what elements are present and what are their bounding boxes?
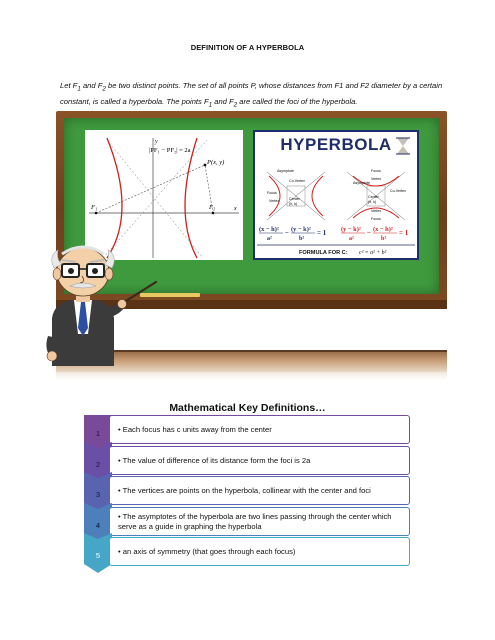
label-co-vertex: Co-Vertex (289, 179, 305, 183)
floor-shade (56, 372, 447, 380)
label-focus-3: Focus (371, 217, 381, 221)
graph-eq-label: |PF₁ − PF₂| = 2a (149, 147, 191, 154)
definition-text-2: • The value of difference of its distance form the foci is 2a (109, 446, 410, 475)
svg-text:= 1: = 1 (399, 229, 409, 237)
section-title: Mathematical Key Definitions… (169, 402, 326, 414)
hyperbola-card-diagram (255, 132, 417, 258)
vertical-equation (341, 226, 409, 242)
label-vertex-2: Vertex (371, 177, 382, 181)
label-focus: Focus (267, 191, 277, 195)
graph-y-axis-label: y (155, 139, 158, 145)
svg-text:(x − h)²: (x − h)² (259, 226, 279, 233)
definition-text-4: • The asymptotes of the hyperbola are two lines passing through the center which serve as a guide in graphing the hyperbola (109, 507, 410, 536)
hourglass-icon (396, 138, 410, 154)
label-hk: (h, k) (289, 202, 298, 206)
graph-f2-label: F₂ (209, 204, 216, 211)
horizontal-equation (259, 226, 327, 242)
svg-text:−: − (367, 229, 371, 237)
label-asymptote-2: Asymptote (353, 181, 370, 185)
svg-text:(y − k)²: (y − k)² (341, 226, 361, 233)
svg-text:(x − h)²: (x − h)² (373, 226, 393, 233)
svg-text:a²: a² (349, 236, 354, 242)
label-focus-2: Focus (371, 169, 381, 173)
label-asymptote: Asymptote (277, 169, 294, 173)
label-center: Center (289, 197, 300, 201)
card-title: HYPERBOLA (280, 135, 392, 154)
professor-illustration (40, 238, 160, 366)
svg-text:(y − k)²: (y − k)² (291, 226, 311, 233)
hyperbola-info-card (253, 130, 419, 260)
label-vertex-3: Vertex (371, 209, 382, 213)
definition-text-1: • Each focus has c units away from the center (109, 415, 410, 444)
svg-text:b²: b² (381, 236, 387, 242)
page-title: DEFINITION OF A HYPERBOLA (190, 43, 305, 52)
formula-label: FORMULA FOR C: (299, 250, 348, 256)
label-co-vertex-2: Co-Vertex (390, 189, 406, 193)
horizontal-hyperbola-diagram (267, 169, 325, 220)
label-vertex: Vertex (269, 199, 280, 203)
svg-text:= 1: = 1 (317, 229, 327, 237)
graph-point-label: P(x, y) (207, 159, 225, 166)
svg-text:−: − (285, 229, 289, 237)
vertical-hyperbola-diagram (347, 169, 406, 221)
label-center-2: Center (368, 195, 379, 199)
graph-x-axis-label: x (234, 206, 237, 212)
formula-text: c² = a² + b² (359, 250, 387, 256)
label-hk-2: (h, k) (368, 200, 377, 204)
definition-text-3: • The vertices are points on the hyperbola, collinear with the center and foci (109, 476, 410, 505)
intro-paragraph: Let $F_1$ and $F_2$ be two distinct points. The set of all points P, whose distances from F1 and F2 diameter by a certain constant, is called a hyperbola. The points $F_1$ and $F_2$ are called the foci of the hyperbola. (60, 81, 443, 109)
svg-text:a²: a² (267, 236, 272, 242)
graph-f1-label: F₁ (91, 204, 98, 211)
svg-text:b²: b² (299, 236, 305, 242)
definition-text-5: • an axis of symmetry (that goes through each focus) (109, 537, 410, 566)
